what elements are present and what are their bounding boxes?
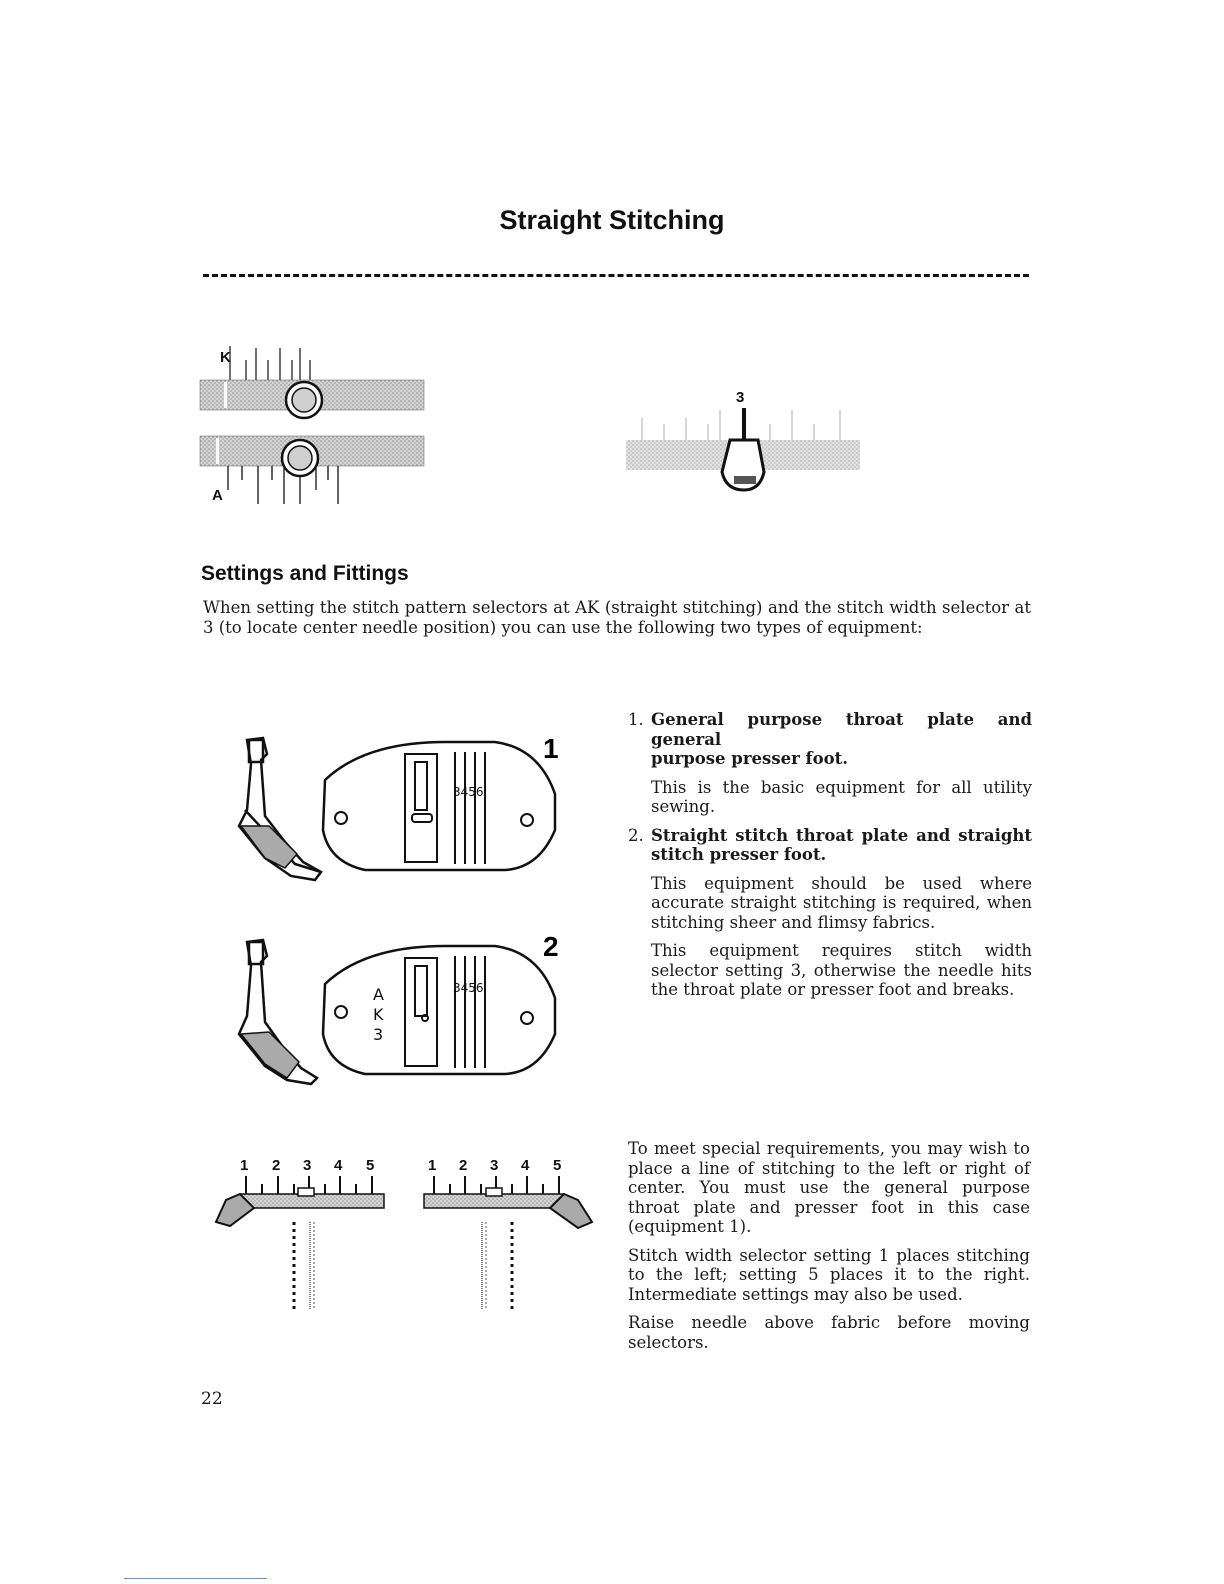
- special-requirements: [628, 1139, 1030, 1361]
- equipment-heading: Straight stitch throat plate and straight stitch presser foot.: [651, 825, 1032, 864]
- section-title: Settings and Fittings: [201, 562, 409, 585]
- scale-right-tick-4: 4: [521, 1157, 530, 1174]
- plate-2-mark-3: 3: [373, 1025, 384, 1044]
- equipment-item-1: [628, 710, 1032, 817]
- scale-right-tick-3: 3: [490, 1157, 499, 1174]
- equipment-number: 2.: [628, 825, 644, 845]
- equipment-description: This is the basic equipment for all utility sewing.: [651, 777, 1032, 816]
- scale-right-tick-5: 5: [553, 1157, 562, 1174]
- width-scale-left-illustration: [212, 1150, 388, 1316]
- throat-plate-1-illustration: [225, 730, 565, 888]
- special-paragraph: Raise needle above fabric before moving selectors.: [628, 1313, 1030, 1352]
- bottom-rule: [124, 1578, 267, 1579]
- equipment-number: 1.: [628, 710, 644, 729]
- width-selector-label: 3: [736, 389, 745, 406]
- plate-1-scale: 3456: [453, 785, 484, 799]
- intro-paragraph: When setting the stitch pattern selectors at AK (straight stitching) and the stitch width selector at 3 (to locate center needle position) you can use the following two types of equipment:: [203, 598, 1031, 637]
- scale-right-tick-1: 1: [428, 1157, 437, 1174]
- width-scale-right-illustration: [416, 1150, 596, 1316]
- scale-left-tick-1: 1: [240, 1157, 249, 1174]
- throat-plate-2-illustration: [225, 932, 565, 1092]
- equipment-warning: This equipment requires stitch width selector setting 3, otherwise the needle hits the throat plate or presser foot and breaks.: [651, 941, 1032, 999]
- equipment-heading-cont: purpose: [651, 749, 726, 768]
- selector-label-k: K: [220, 349, 231, 366]
- special-paragraph: To meet special requirements, you may wish to place a line of stitching to the left or right of center. You must use the general purpose throat plate and presser foot in this case (equipment 1).: [628, 1139, 1030, 1236]
- equipment-list: [628, 710, 1032, 1009]
- plate-1-number: 1: [543, 733, 559, 764]
- width-selector-illustration: [620, 384, 864, 494]
- equipment-heading-rest: presser foot.: [725, 749, 849, 768]
- plate-2-scale: 3456: [453, 981, 484, 995]
- dashed-divider: [203, 274, 1029, 277]
- scale-right-tick-2: 2: [459, 1157, 468, 1174]
- scale-left-tick-2: 2: [272, 1157, 281, 1174]
- equipment-heading: General purpose throat plate and general: [651, 710, 1032, 749]
- special-paragraph: Stitch width selector setting 1 places stitching to the left; setting 5 places it to the right. Intermediate settings may also be used.: [628, 1245, 1030, 1304]
- scale-left-tick-4: 4: [334, 1157, 343, 1174]
- pattern-selector-illustration: [196, 340, 432, 510]
- equipment-item-2: [628, 826, 1032, 1000]
- plate-2-mark-k: K: [373, 1005, 384, 1024]
- plate-2-number: 2: [543, 932, 559, 962]
- page-title: Straight Stitching: [499, 205, 725, 235]
- scale-left-tick-5: 5: [366, 1157, 375, 1174]
- plate-2-mark-a: A: [373, 985, 384, 1004]
- equipment-description: This equipment should be used where accurate straight stitching is required, when stitching sheer and flimsy fabrics.: [651, 873, 1032, 932]
- scale-left-tick-3: 3: [303, 1157, 312, 1174]
- page-number: 22: [201, 1389, 223, 1409]
- selector-label-a: A: [212, 487, 223, 504]
